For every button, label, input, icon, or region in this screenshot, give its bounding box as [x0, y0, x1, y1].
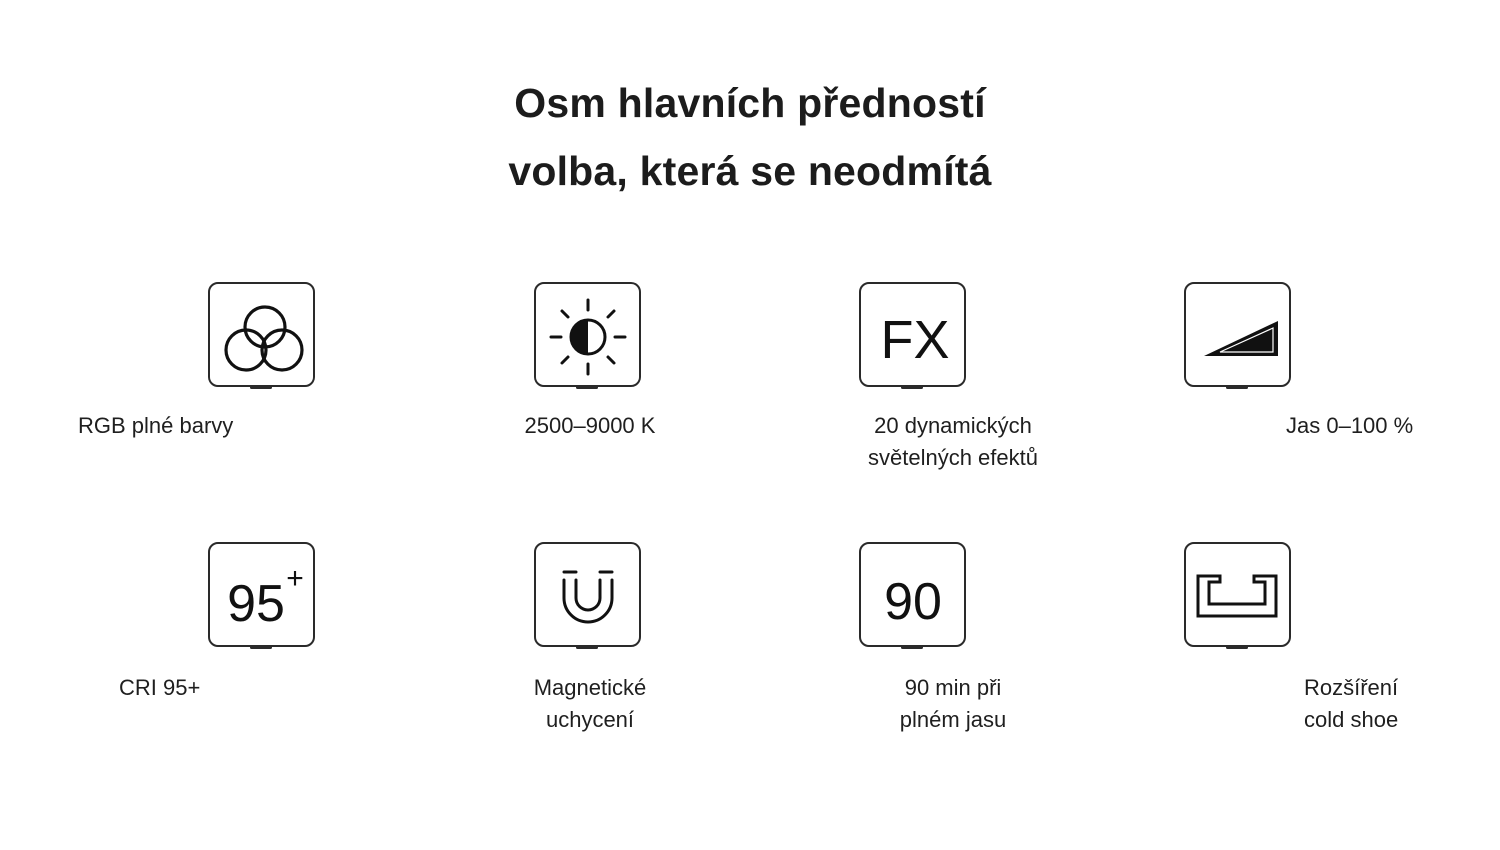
page-title-line-1: Osm hlavních předností: [514, 80, 986, 126]
cri-95-icon: [208, 542, 315, 647]
brightness-ramp-icon: [1184, 282, 1291, 387]
battery-90-icon: [859, 542, 966, 647]
magnet-icon: [534, 542, 641, 647]
cold-shoe-icon: [1184, 542, 1291, 647]
rgb-circles-icon: [208, 282, 315, 387]
feature-label: 2500–9000 K: [524, 413, 656, 438]
fx-icon: [859, 282, 966, 387]
feature-label: 90 min při plném jasu: [899, 675, 1007, 732]
cri-icon-text: 95: [227, 575, 285, 633]
battery-icon-text: 90: [884, 573, 942, 631]
feature-label: RGB plné barvy: [78, 413, 234, 438]
feature-label: Jas 0–100 %: [1286, 413, 1414, 438]
page-title-line-2: volba, která se neodmítá: [508, 148, 992, 194]
feature-label: CRI 95+: [119, 675, 201, 700]
cri-icon-plus: +: [286, 562, 304, 595]
feature-label: Magnetické uchycení: [533, 675, 647, 732]
feature-label: Rozšíření cold shoe: [1304, 675, 1399, 732]
brightness-sun-icon: [534, 282, 641, 387]
feature-label: 20 dynamických světelných efektů: [868, 413, 1038, 470]
fx-icon-text: FX: [880, 310, 950, 370]
